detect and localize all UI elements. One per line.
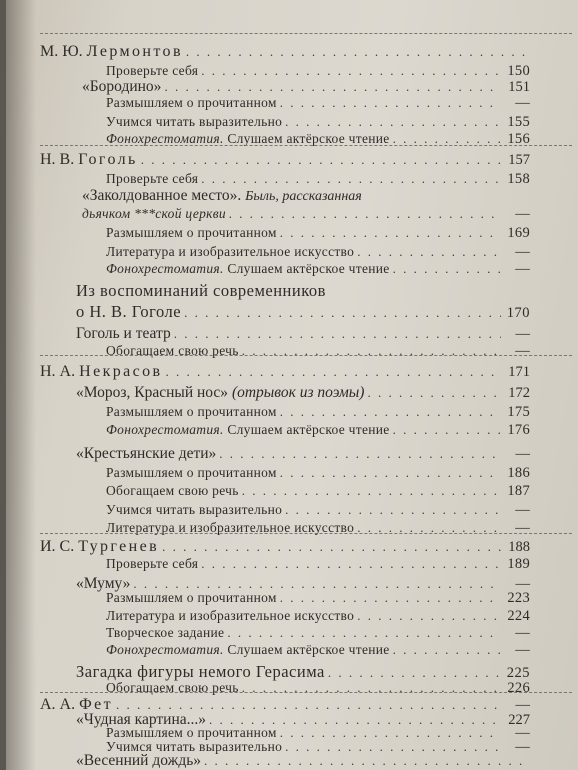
author-name: Некрасов [79,363,163,381]
page-number: 224 [507,607,530,624]
toc-entry: Фонохрестоматия. Слушаем актёрское чтение . . . — [106,642,530,659]
section-divider [40,692,572,693]
toc-entry: Литература и изобразительное искусство . . . — [106,520,530,537]
toc-entry: «Весенний дождь» . . . [76,752,530,770]
table-of-contents [6,0,578,770]
section-divider [40,33,572,34]
toc-entry: «Крестьянские дети» . . . — [76,445,530,463]
toc-entry: Размышляем о прочитанном . . . 175 [106,404,530,421]
page-number: 156 [507,131,530,148]
toc-entry: о Н. В. Гоголе . . . 170 [76,302,530,322]
page-number: — [515,325,530,342]
page-number: — [515,575,530,592]
toc-entry: Размышляем о прочитанном . . . — [106,725,530,742]
page-number: 176 [507,421,530,438]
toc-entry: Гоголь и театр . . . — [76,325,530,343]
author-name: Гоголь [78,151,138,169]
page-number: — [515,725,530,742]
toc-entry: Проверьте себя . . . 158 [106,171,530,188]
section-divider [40,145,572,146]
page-number: 227 [508,711,530,728]
author-name: Фет [79,696,114,714]
toc-entry: Учимся читать выразительно . . . 155 [106,114,530,131]
toc-entry: Учимся читать выразительно . . . — [106,739,530,756]
toc-entry: Фонохрестоматия. Слушаем актёрское чтение . . . 156 [106,131,530,148]
toc-entry: Размышляем о прочитанном . . . 169 [106,225,530,242]
page-number: — [515,342,530,359]
toc-entry: «Бородино» . . . 151 [82,78,530,96]
toc-entry: Литература и изобразительное искусство . . . 224 [106,608,530,625]
section-divider [40,355,572,356]
toc-entry: Фонохрестоматия. Слушаем актёрское чтение . . . — [106,261,530,278]
page-number: 187 [507,483,530,500]
author-turgenev [40,538,530,556]
page-number: — [515,243,530,260]
toc-entry: Обогащаем свою речь . . . 226 [106,680,530,697]
author-initials: Н. А. [40,363,76,381]
author-initials: Н. В. [40,151,75,169]
toc-entry: Проверьте себя . . . 150 [106,63,530,80]
page-number: — [515,738,530,755]
page-number: 155 [507,113,530,130]
toc-entry: Размышляем о прочитанном . . . 186 [106,465,530,482]
toc-entry: Обогащаем свою речь . . . — [106,343,530,360]
page-number: — [515,501,530,518]
toc-entry: Творческое задание . . . — [106,625,530,642]
author-lermontov [40,43,534,61]
author-nekrasov [40,363,530,381]
toc-entry: Размышляем о прочитанном . . . 223 [106,590,530,607]
page-number: 171 [508,364,530,381]
page-number: 172 [508,385,530,402]
page-number: 170 [506,305,530,322]
leader-dots [186,44,531,60]
page-number: 186 [507,465,530,482]
author-gogol [40,151,530,169]
page-number: 189 [507,555,530,572]
page-number: 151 [508,79,530,96]
author-initials: М. Ю. [40,43,83,61]
page-number: 188 [508,539,530,556]
page-number: — [515,642,530,659]
toc-entry: Размышляем о прочитанном . . . — [106,95,530,112]
page-number: — [515,95,530,112]
page-number: — [515,624,530,641]
toc-entry-title: «Заколдованное место». Быль, рассказанная [82,186,362,204]
page-number: 225 [506,664,530,681]
toc-entry: «Чудная картина...» . . . 227 [76,711,530,729]
page-number: 169 [507,225,530,242]
page-number: 223 [507,590,530,607]
author-initials: И. С. [40,538,75,556]
page-number: — [515,206,530,223]
page-number: 150 [507,62,530,79]
page-number: 158 [507,170,530,187]
toc-entry: «Муму» . . . — [76,575,530,593]
toc-entry-title: Из воспоминаний современников [76,281,326,301]
toc-entry: Загадка фигуры немого Герасима . . . 225 [76,662,530,682]
page-number: — [515,697,530,714]
toc-entry: Проверьте себя . . . 189 [106,556,530,573]
page-number: — [515,261,530,278]
toc-entry: Обогащаем свою речь . . . 187 [106,483,530,500]
page-number: — [515,519,530,536]
page-number: — [515,445,530,462]
toc-entry: «Мороз, Красный нос» (отрывок из поэмы) . . . 172 [76,384,530,402]
author-name: Тургенев [78,538,160,556]
toc-entry: Литература и изобразительное искусство . . . — [106,244,530,261]
page-number: 157 [508,152,530,169]
author-initials: А. А. [40,696,76,714]
page-number: 226 [507,679,530,696]
section-divider [40,533,572,534]
author-name: Лермонтов [86,43,183,61]
page-number: 175 [507,403,530,420]
toc-entry: дьячком ***ской церкви . . . — [82,206,530,223]
toc-entry: Учимся читать выразительно . . . — [106,502,530,519]
book-page [6,0,578,770]
toc-entry: Фонохрестоматия. Слушаем актёрское чтение . . . 176 [106,422,530,439]
